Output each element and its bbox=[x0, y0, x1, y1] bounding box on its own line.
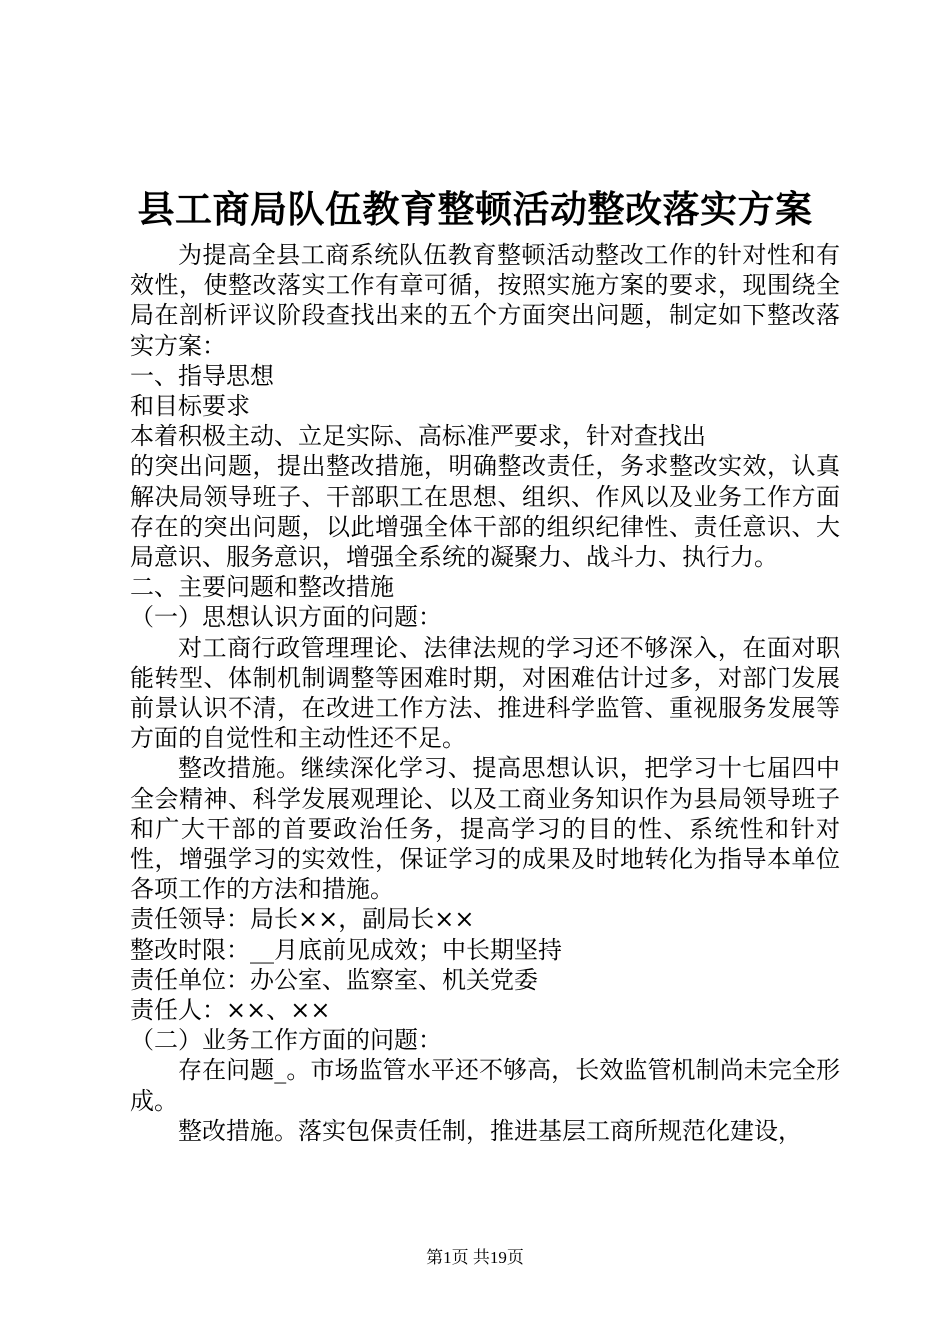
section-heading-main-problems: 二、主要问题和整改措施 bbox=[130, 573, 394, 602]
paragraph-goals-text: 的突出问题，提出整改措施，明确整改责任，务求整改实效，认真解决局领导班子、干部职工在思想、组织、作风以及业务工作方面存在的突出问题，以此增强全体干部的组织纪律性、责任意识、大局意识、服务意识，增强全系统的凝聚力、战斗力、执行力。 bbox=[130, 452, 840, 572]
subsection-heading-business: （二）业务工作方面的问题： bbox=[130, 1026, 442, 1055]
page-indicator: 第1页 共19页 bbox=[426, 1248, 524, 1267]
measures-paragraph-ideology: 整改措施。继续深化学习、提高思想认识，把学习十七届四中全会精神、科学发展观理论、以及工商业务知识作为县局领导班子和广大干部的首要政治任务，提高学习的目的性、系统性和针对性，增强学习的实效性，保证学习的成果及时地转化为指导本单位各项工作的方法和措施。 bbox=[130, 754, 840, 904]
problem-paragraph-business: 存在问题_。市场监管水平还不够高，长效监管机制尚未完全形成。 bbox=[130, 1056, 840, 1115]
document-body bbox=[130, 240, 840, 1146]
section-heading-continuation: 和目标要求 bbox=[130, 392, 250, 421]
document-title: 县工商局队伍教育整顿活动整改落实方案 bbox=[137, 187, 813, 231]
problem-paragraph-ideology: 对工商行政管理理论、法律法规的学习还不够深入，在面对职能转型、体制机制调整等困难时期，对困难估计过多，对部门发展前景认识不清，在改进工作方法、推进科学监管、重视服务发展等方面的自觉性和主动性还不足。 bbox=[130, 633, 840, 753]
measures-paragraph-business: 整改措施。落实包保责任制，推进基层工商所规范化建设， bbox=[178, 1116, 802, 1145]
deadline: 整改时限：__月底前见成效；中长期坚持 bbox=[130, 935, 562, 964]
paragraph-goals bbox=[82, 451, 840, 572]
responsible-leader: 责任领导：局长××，副局长×× bbox=[130, 905, 475, 934]
responsible-unit: 责任单位：办公室、监察室、机关党委 bbox=[130, 965, 538, 994]
subsection-heading-ideology: （一）思想认识方面的问题： bbox=[130, 603, 442, 632]
section-heading-guiding-ideology: 一、指导思想 bbox=[130, 361, 274, 390]
paragraph-line: 本着积极主动、立足实际、高标准严要求，针对查找出 bbox=[130, 422, 706, 451]
intro-paragraph: 为提高全县工商系统队伍教育整顿活动整改工作的针对性和有效性，使整改落实工作有章可循，按照实施方案的要求，现围绕全局在剖析评议阶段查找出来的五个方面突出问题，制定如下整改落实方案： bbox=[130, 241, 840, 360]
responsible-person: 责任人：××、×× bbox=[130, 996, 331, 1025]
